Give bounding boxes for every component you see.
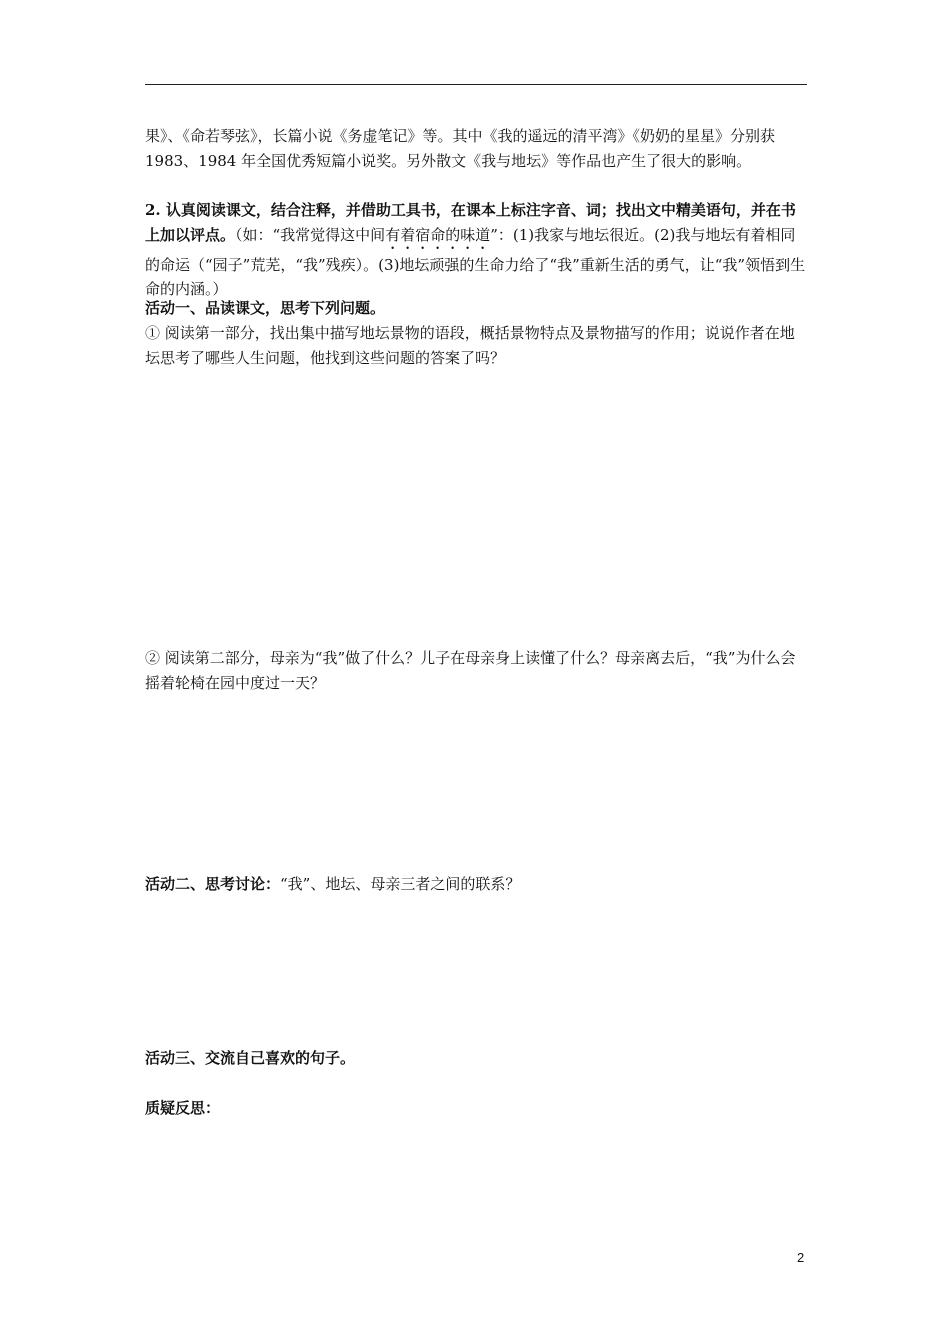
activity1-question-2: ② 阅读第二部分，母亲为“我”做了什么？儿子在母亲身上读懂了什么？母亲离去后，“我”为什么会摇着轮椅在园中度过一天？ bbox=[145, 649, 796, 692]
activity2-paragraph bbox=[145, 872, 807, 897]
intro-text: 果》、《命若琴弦》，长篇小说《务虚笔记》等。其中《我的遥远的清平湾》《奶奶的星星》分别获 1983、1984 年全国优秀短篇小说奖。另外散文《我与地坛》等作品也产生了很大的影响。 bbox=[145, 127, 776, 170]
activity3-title: 活动三、交流自己喜欢的句子。 bbox=[145, 1049, 356, 1067]
activity2-question: “我”、地坛、母亲三者之间的联系？ bbox=[280, 875, 521, 893]
task2-example-dotted: 有着宿命的味道 bbox=[385, 225, 491, 244]
header-rule bbox=[145, 84, 807, 85]
activity1-question-1: ① 阅读第一部分，找出集中描写地坛景物的语段，概括景物特点及景物描写的作用；说说作者在地坛思考了哪些人生问题，他找到这些问题的答案了吗？ bbox=[145, 324, 795, 367]
activity2-title: 活动二、思考讨论： bbox=[145, 875, 281, 893]
task2-example-pre: （如：“我常觉得这中间 bbox=[235, 225, 386, 244]
task2-example-post: ”：(1)我家与地坛很近。(2)我与地坛有着相同的命运（“园子”荒芜，“我”残疾）。(3)地坛顽强的生命力给了“我”重新生活的勇气，让“我”领悟到生命的内涵。） bbox=[145, 225, 806, 298]
page-number: 2 bbox=[797, 1250, 805, 1265]
intro-paragraph bbox=[145, 124, 807, 173]
reflection-title: 质疑反思： bbox=[145, 1099, 221, 1117]
task2-instruction: 2. 认真阅读课文，结合注释，并借助工具书，在课本上标注字音、词；找出文中精美语句，并在书上加以评点。 bbox=[145, 201, 796, 244]
activity1-title: 活动一、品读课文，思考下列问题。 bbox=[145, 299, 386, 317]
task2-paragraph bbox=[145, 198, 807, 302]
